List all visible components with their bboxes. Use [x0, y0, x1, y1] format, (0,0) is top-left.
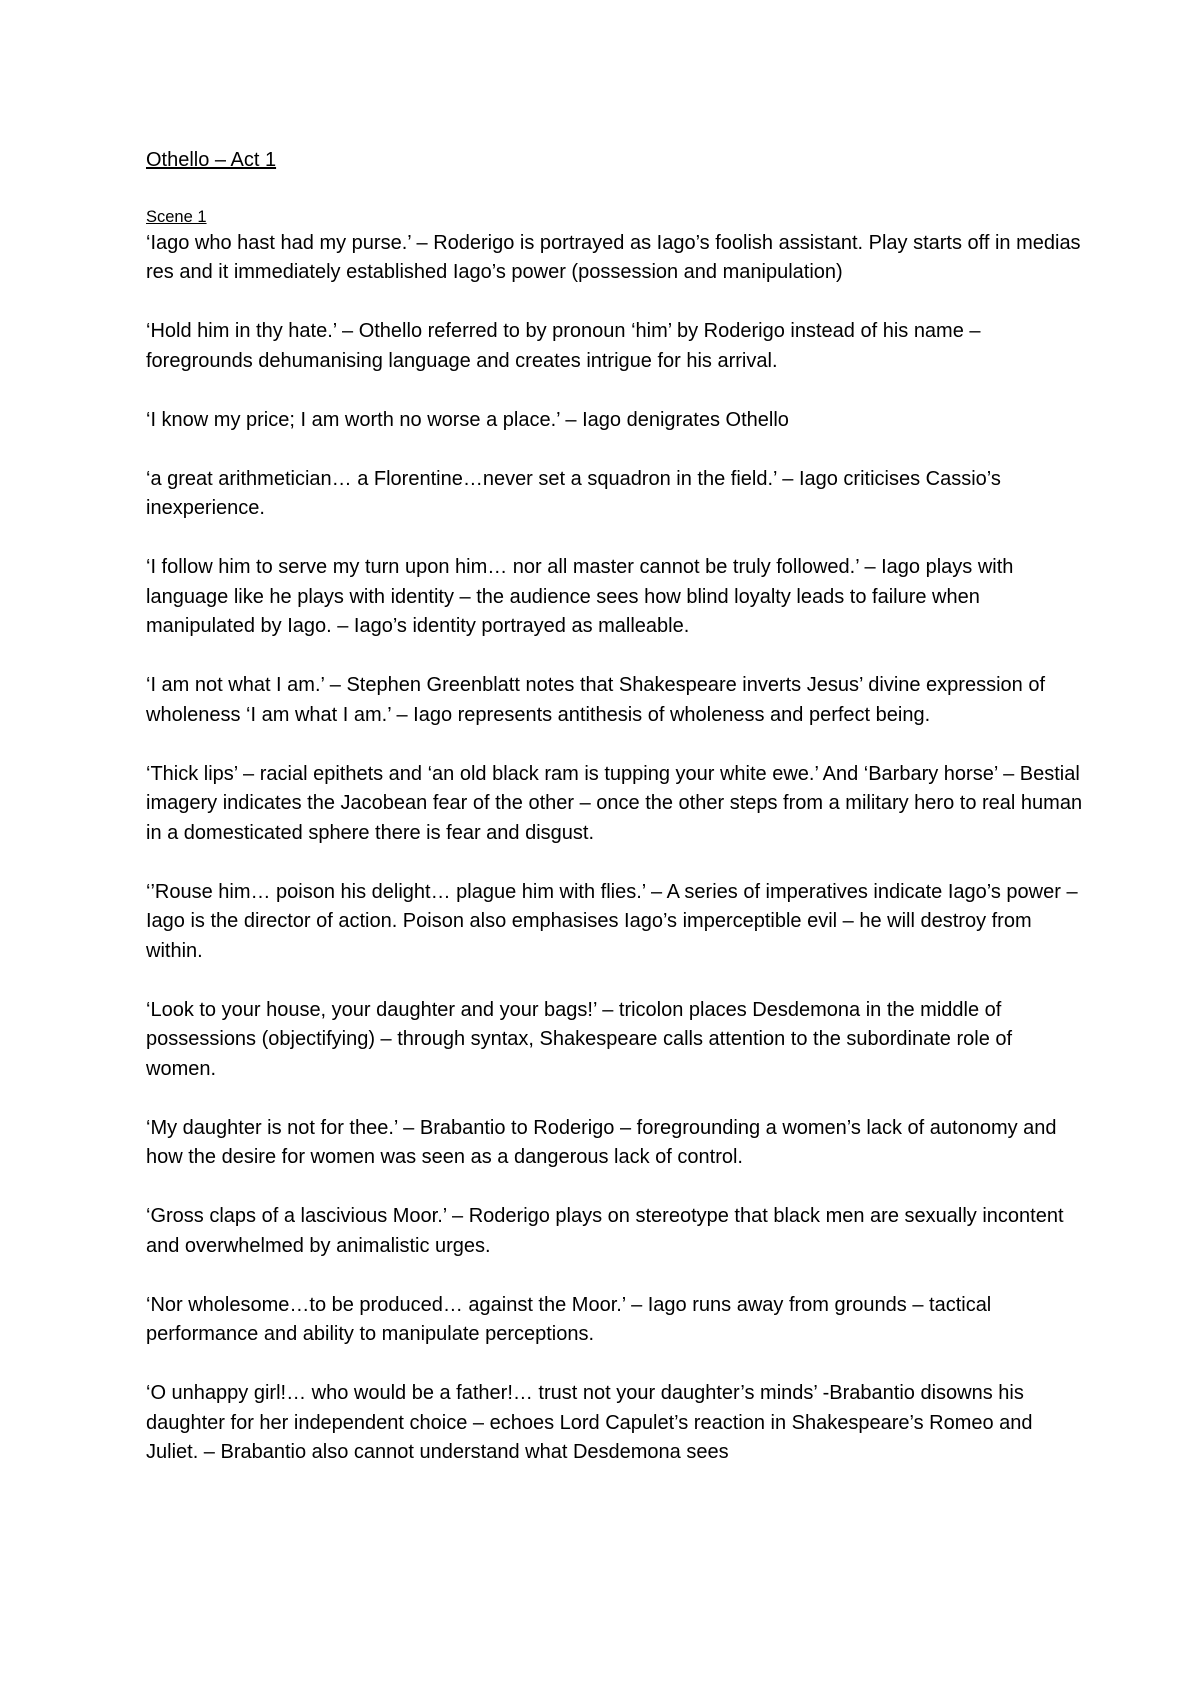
paragraph: ‘a great arithmetician… a Florentine…never set a squadron in the field.’ – Iago criticises Cassio’s inexperience.: [146, 467, 1001, 519]
paragraph: ‘I am not what I am.’ – Stephen Greenblatt notes that Shakespeare inverts Jesus’ divine expression of wholeness ‘I am what I am.’ – Iago represents antithesis of wholeness and perfect being.: [146, 674, 1046, 726]
paragraph: ‘O unhappy girl!… who would be a father!… trust not your daughter’s minds’ -Brabantio disowns his daughter for her independent choice – echoes Lord Capulet’s reaction in Shakespeare’s Romeo and Juliet. – Brabantio also cannot understand what Desdemona sees: [146, 1382, 1033, 1463]
paragraph: ‘Look to your house, your daughter and your bags!’ – tricolon places Desdemona in the middle of possessions (objectifying) – through syntax, Shakespeare calls attention to the subordinate role of women.: [146, 998, 1013, 1080]
paragraph: ‘Gross claps of a lascivious Moor.’ – Roderigo plays on stereotype that black men are sexually incontent and overwhelmed by animalistic urges.: [146, 1205, 1064, 1257]
paragraph: ‘My daughter is not for thee.’ – Brabantio to Roderigo – foregrounding a women’s lack of autonomy and how the desire for women was seen as a dangerous lack of control.: [146, 1116, 1057, 1168]
document-title: Othello – Act 1: [146, 149, 277, 171]
scene-heading: Scene 1: [146, 207, 207, 226]
paragraph: ‘Thick lips’ – racial epithets and ‘an old black ram is tupping your white ewe.’ And ‘Barbary horse’ – Bestial imagery indicates the Jacobean fear of the other – once the other steps from a military hero to real human in a domesticated sphere there is fear and disgust.: [146, 762, 1083, 844]
paragraph: ‘’Rouse him… poison his delight… plague him with flies.’ – A series of imperatives indicate Iago’s power – Iago is the director of action. Poison also emphasises Iago’s imperceptible evil – he will destroy from within.: [146, 880, 1078, 962]
paragraph: ‘Hold him in thy hate.’ – Othello referred to by pronoun ‘him’ by Roderigo instead of his name – foregrounds dehumanising language and creates intrigue for his arrival.: [146, 320, 981, 372]
paragraph: ‘Nor wholesome…to be produced… against the Moor.’ – Iago runs away from grounds – tactical performance and ability to manipulate perceptions.: [146, 1293, 992, 1345]
paragraph: ‘I know my price; I am worth no worse a place.’ – Iago denigrates Othello: [146, 408, 789, 431]
document-body: [146, 146, 1086, 1497]
paragraph: ‘I follow him to serve my turn upon him… nor all master cannot be truly followed.’ – Iago plays with language like he plays with identity – the audience sees how blind loyalty leads to failure when manipulated by Iago. – Iago’s identity portrayed as malleable.: [146, 556, 1014, 637]
paragraph: ‘Iago who hast had my purse.’ – Roderigo is portrayed as Iago’s foolish assistant. Play starts off in medias res and it immediately established Iago’s power (possession and manipulation): [146, 231, 1081, 283]
